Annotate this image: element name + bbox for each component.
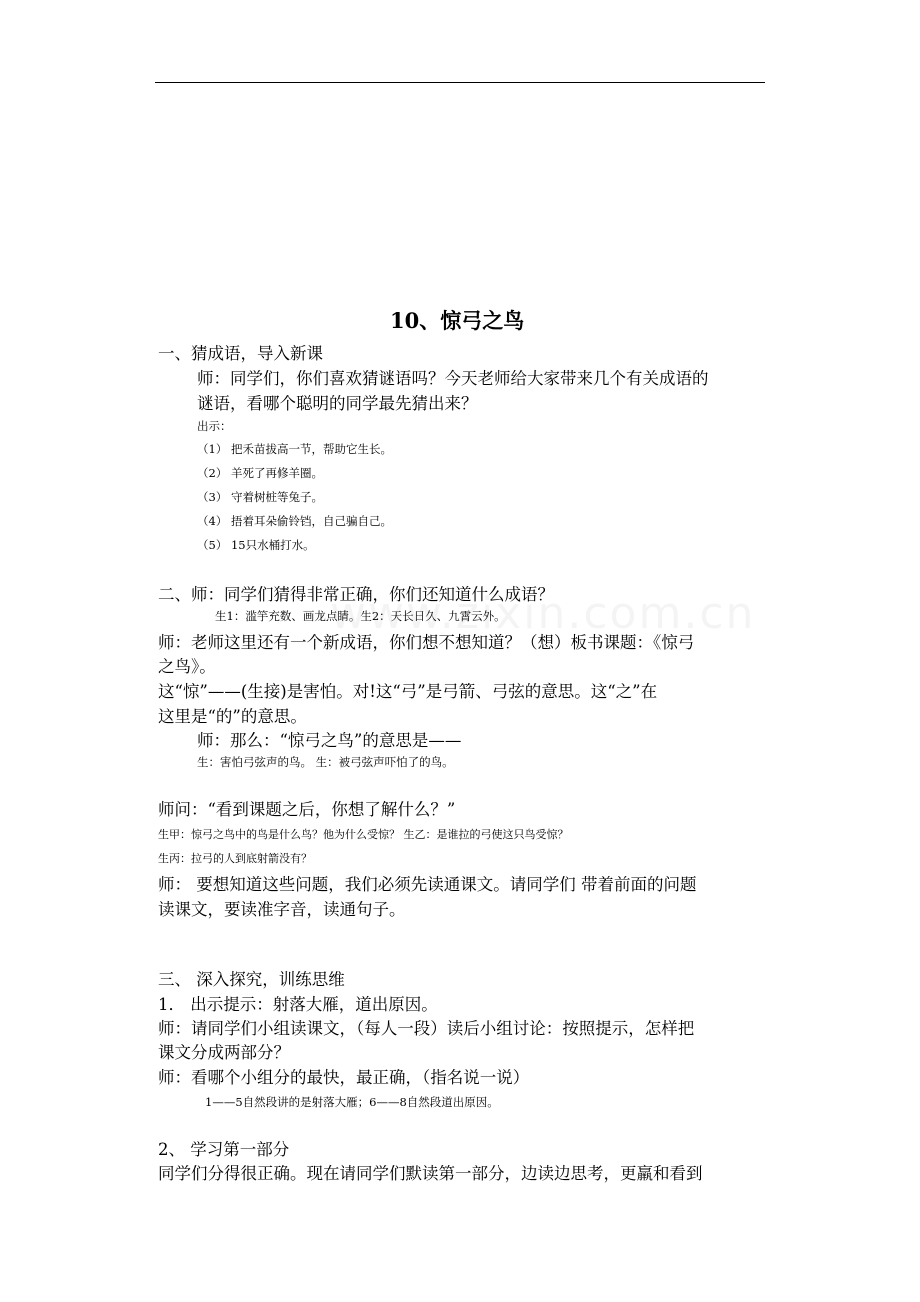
paragraph-line: 师：同学们，你们喜欢猜谜语吗？今天老师给大家带来几个有关成语的 [197,369,709,388]
section-heading-3: 三、 深入探究，训练思维 [158,970,345,989]
paragraph-line: 师：老师这里还有一个新成语，你们想不想知道？（想）板书课题：《惊弓 [158,633,695,652]
paragraph-line: 同学们分得很正确。现在请同学们默读第一部分，边读边思考，更羸和看到 [158,1164,703,1183]
student-answer-line: 1——5自然段讲的是射落大雁；6——8自然段道出原因。 [205,1095,499,1109]
paragraph-line: 谜语，看哪个聪明的同学最先猜出来？ [197,394,478,413]
header-rule [155,82,765,83]
section-heading-2: 二、师：同学们猜得非常正确，你们还知道什么成语？ [158,585,554,604]
student-answer-line: 生1：滥竽充数、画龙点睛。生2：天长日久、九霄云外。 [215,609,506,623]
paragraph-line: 1． 出示提示：射落大雁，道出原因。 [158,995,438,1014]
list-item: （2） 羊死了再修羊圈。 [197,466,323,480]
paragraph-line: 师问：“看到课题之后，你想了解什么？” [158,800,456,819]
section-heading-1: 一、猜成语，导入新课 [158,344,323,363]
list-item: （5） 15只水桶打水。 [197,538,315,552]
note-line: 出示： [197,419,232,433]
paragraph-line: 这里是“的”的意思。 [158,707,307,726]
subsection-heading: 2、 学习第一部分 [158,1140,290,1159]
list-item: （3） 守着树桩等兔子。 [197,490,323,504]
paragraph-line: 之鸟》。 [158,657,216,676]
paragraph-line: 这“惊”——(生接)是害怕。对!这“弓”是弓箭、弓弦的意思。这“之”在 [158,682,658,701]
paragraph-line: 师：那么：“惊弓之鸟”的意思是—— [197,731,462,750]
paragraph-line: 读课文，要读准字音，读通句子。 [158,900,406,919]
student-answer-line: 生甲：惊弓之鸟中的鸟是什么鸟？他为什么受惊？ 生乙：是谁拉的弓使这只鸟受惊？ [158,828,569,841]
student-answer-line: 生：害怕弓弦声的鸟。 生：被弓弦声吓怕了的鸟。 [197,755,454,769]
paragraph-line: 师： 要想知道这些问题，我们必须先读通课文。请同学们 带着前面的问题 [158,875,697,894]
paragraph-line: 师：请同学们小组读课文，（每人一段）读后小组讨论：按照提示，怎样把 [158,1019,695,1038]
paragraph-line: 师：看哪个小组分的最快，最正确，（指名说一说） [158,1068,530,1087]
student-answer-line: 生丙：拉弓的人到底射箭没有？ [158,852,312,865]
list-item: （4） 捂着耳朵偷铃铛，自己骗自己。 [197,514,392,528]
list-item: （1） 把禾苗拔高一节，帮助它生长。 [197,442,392,456]
document-title: 10、惊弓之鸟 [390,308,525,333]
paragraph-line: 课文分成两部分？ [158,1043,290,1062]
